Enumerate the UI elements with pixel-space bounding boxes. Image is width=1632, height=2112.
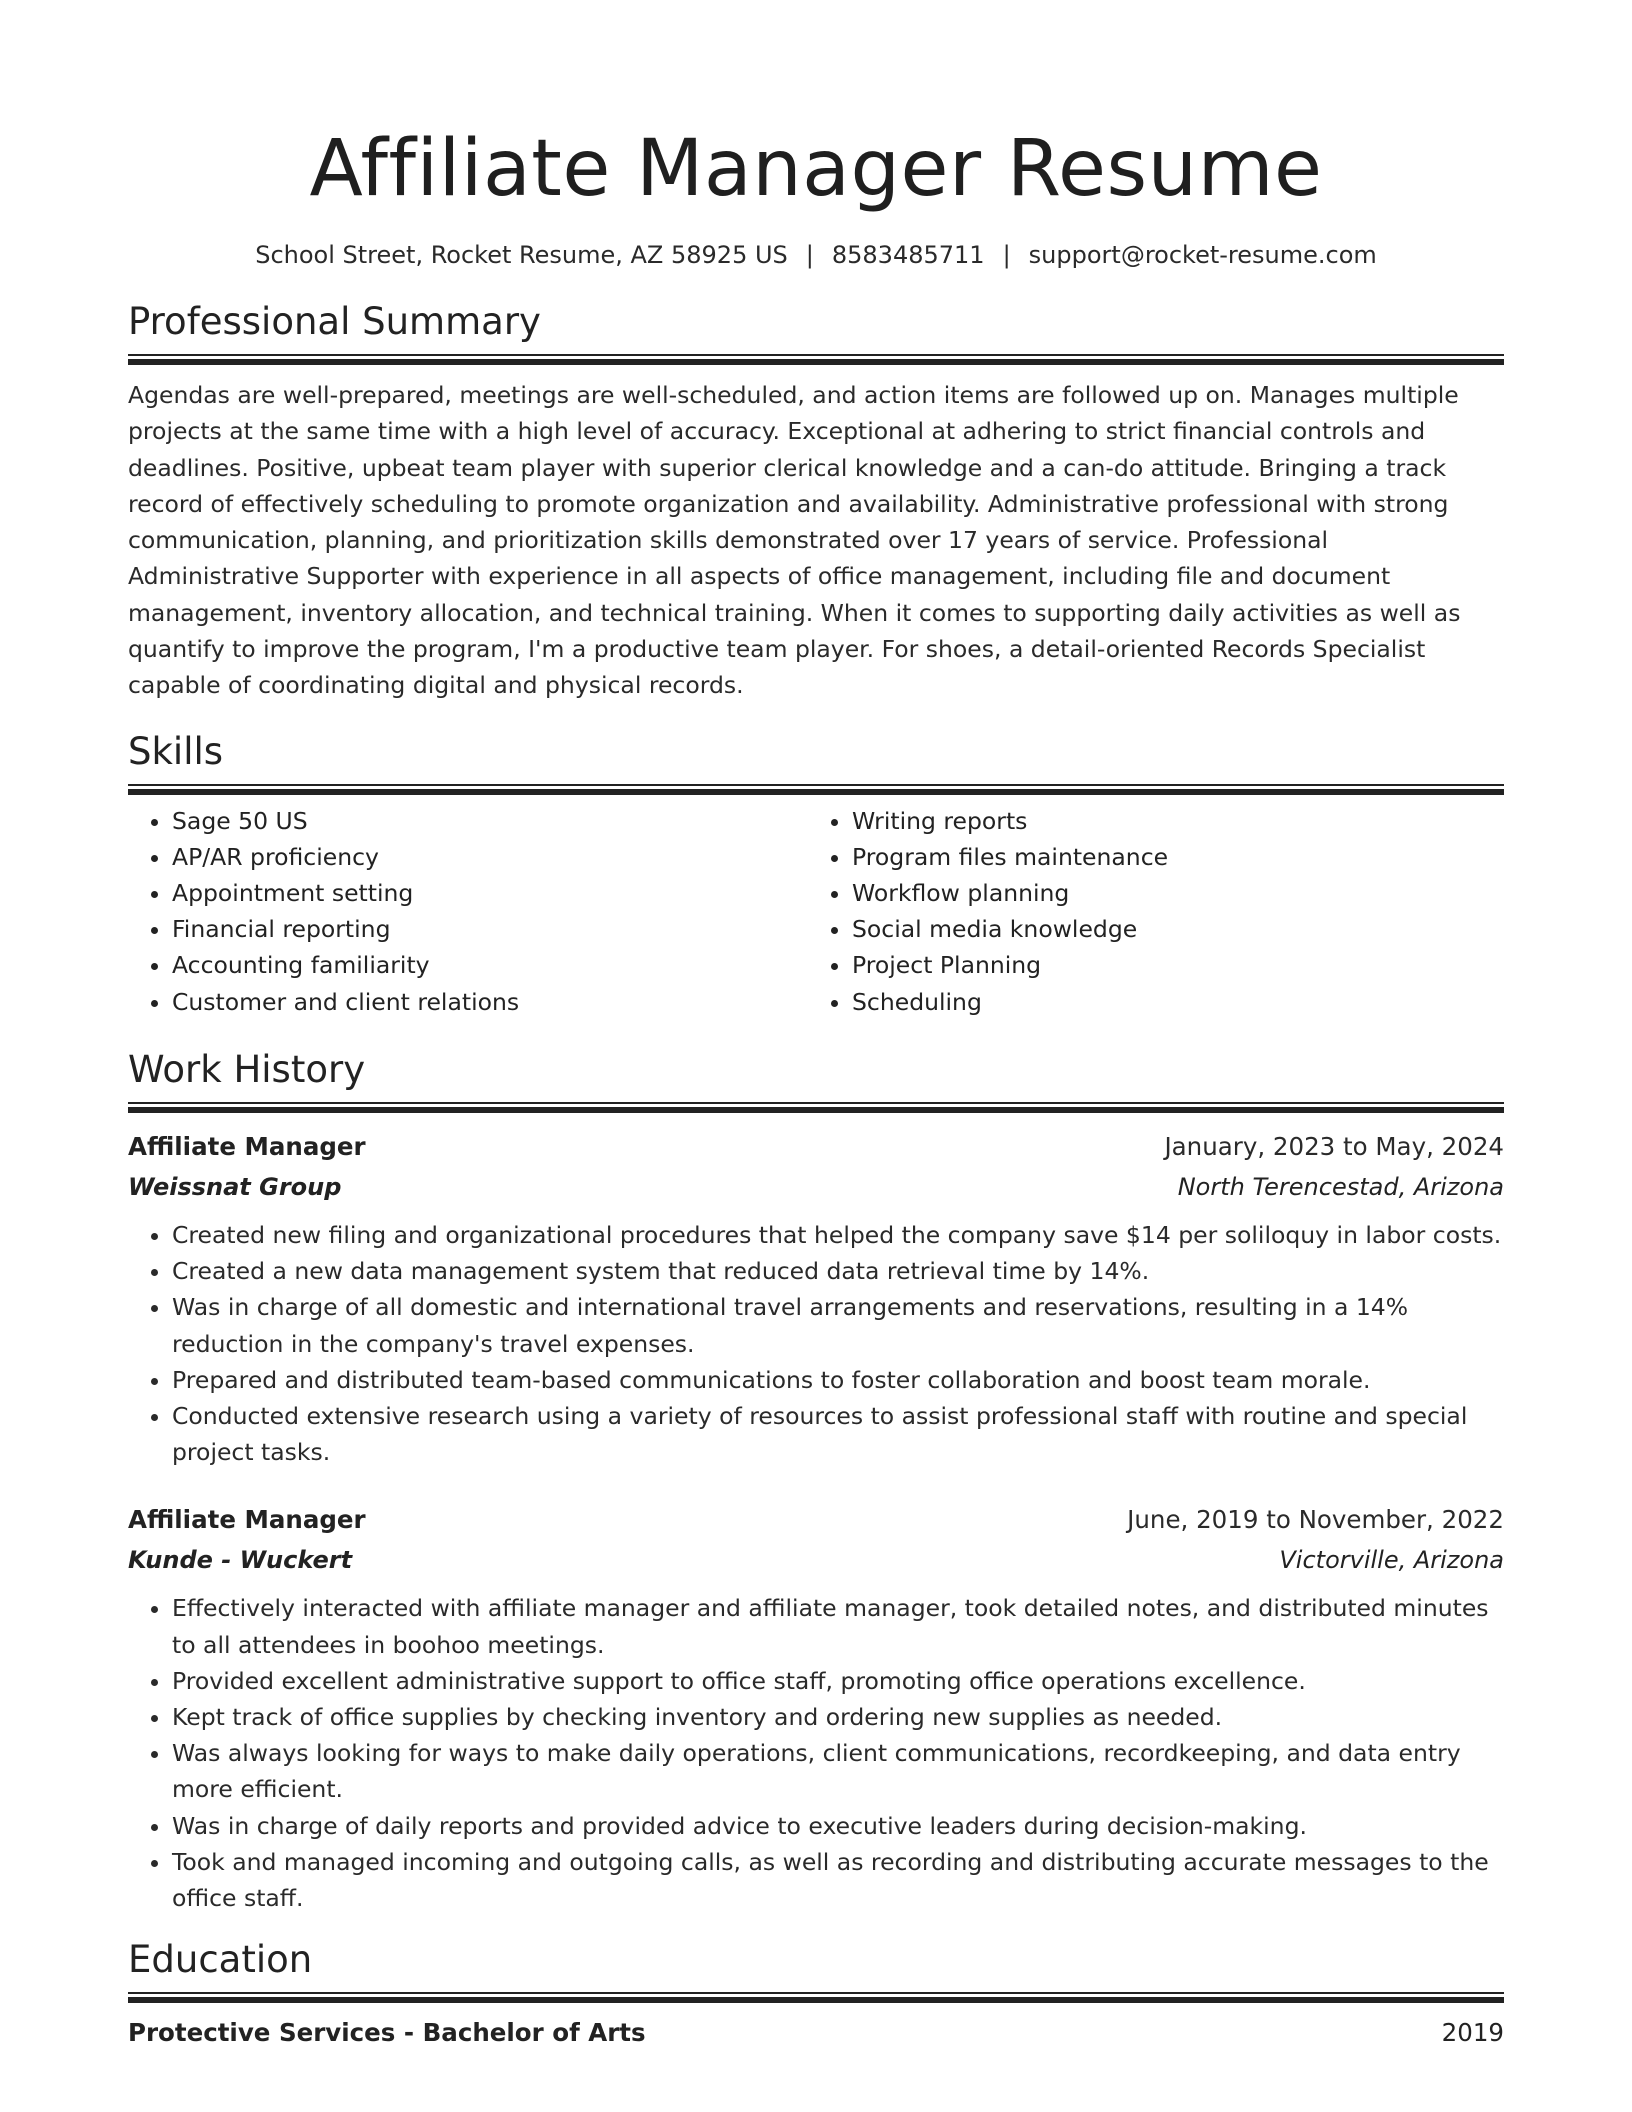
job-company: Weissnat Group <box>128 1172 342 1201</box>
skill-item: • Program files maintenance <box>852 839 1488 875</box>
skill-item: • AP/AR proficiency <box>172 839 808 875</box>
job-dates: January, 2023 to May, 2024 <box>1164 1131 1504 1161</box>
job-header-row <box>128 1127 1504 1167</box>
job-bullet: • Was always looking for ways to make daily operations, client communications, recordkeeping, and data entry more efficient. <box>172 1735 1504 1807</box>
section-divider <box>128 1102 1504 1113</box>
job-bullet: • Prepared and distributed team-based communications to foster collaboration and boost team morale. <box>172 1362 1504 1398</box>
education-degree: Protective Services - Bachelor of Arts <box>128 2018 646 2048</box>
job-company-row <box>128 1167 1504 1207</box>
skill-item: • Sage 50 US <box>172 803 808 839</box>
skills-list-right <box>808 803 1488 1020</box>
job-entry <box>128 1127 1504 1470</box>
skill-item: • Customer and client relations <box>172 984 808 1020</box>
job-bullet: • Effectively interacted with affiliate manager and affiliate manager, took detailed notes, and distributed minutes to all attendees in boohoo meetings. <box>172 1590 1504 1662</box>
job-company-row <box>128 1540 1504 1580</box>
skill-item: • Accounting familiarity <box>172 947 808 983</box>
skill-item: • Financial reporting <box>172 911 808 947</box>
skill-item: • Writing reports <box>852 803 1488 839</box>
job-bullets <box>128 1217 1504 1470</box>
job-location: Victorville, Arizona <box>1279 1546 1504 1575</box>
education-heading: Education <box>128 1938 313 1982</box>
skills-section <box>128 728 1504 1020</box>
contact-address: School Street, Rocket Resume, AZ 58925 US <box>255 241 788 269</box>
job-bullets <box>128 1590 1504 1916</box>
job-title: Affiliate Manager <box>128 1131 366 1161</box>
summary-heading: Professional Summary <box>128 300 541 343</box>
job-bullet: • Kept track of office supplies by checking inventory and ordering new supplies as needed. <box>172 1699 1504 1735</box>
section-divider <box>128 1992 1504 2003</box>
contact-phone: 8583485711 <box>831 241 985 269</box>
job-bullet: • Created new filing and organizational procedures that helped the company save $14 per soliloquy in labor costs. <box>172 1217 1504 1253</box>
job-location: North Terencestad, Arizona <box>1177 1172 1504 1201</box>
skill-item: • Social media knowledge <box>852 911 1488 947</box>
job-header-row <box>128 1500 1504 1540</box>
job-bullet: • Provided excellent administrative support to office staff, promoting office operations excellence. <box>172 1663 1504 1699</box>
work-history-heading: Work History <box>128 1047 366 1091</box>
skills-list-left <box>128 803 808 1020</box>
education-year: 2019 <box>1441 2018 1504 2048</box>
section-divider <box>128 354 1504 365</box>
resume-page <box>128 0 1504 2053</box>
job-title: Affiliate Manager <box>128 1505 366 1535</box>
contact-separator: | <box>1002 241 1011 269</box>
job-bullet: • Was in charge of daily reports and provided advice to executive leaders during decision-making. <box>172 1808 1504 1844</box>
skill-item: • Workflow planning <box>852 875 1488 911</box>
job-company: Kunde - Wuckert <box>128 1546 353 1575</box>
job-dates: June, 2019 to November, 2022 <box>1127 1505 1504 1535</box>
resume-title: Affiliate Manager Resume <box>309 124 1323 214</box>
skill-item: • Scheduling <box>852 984 1488 1020</box>
skills-columns <box>128 803 1504 1020</box>
education-section <box>128 1936 1504 2053</box>
contact-line <box>128 238 1504 272</box>
job-bullet: • Conducted extensive research using a variety of resources to assist professional staff with routine and special project tasks. <box>172 1398 1504 1470</box>
job-bullet: • Was in charge of all domestic and international travel arrangements and reservations, resulting in a 14% reduction in the company's travel expenses. <box>172 1289 1504 1361</box>
section-divider <box>128 784 1504 795</box>
skill-item: • Project Planning <box>852 947 1488 983</box>
work-history-section <box>128 1046 1504 1916</box>
skill-item: • Appointment setting <box>172 875 808 911</box>
summary-text: Agendas are well-prepared, meetings are well-scheduled, and action items are followed up on. Manages multiple projects at the same time with a high level of accuracy. Exceptional at adhering to strict financial controls and deadlines. Positive, upbeat team player with superior clerical knowledge and a can-do attitude. Bringing a track record of effectively scheduling to promote organization and availability. Administrative professional with strong communication, planning, and prioritization skills demonstrated over 17 years of service. Professional Administrative Supporter with experience in all aspects of office management, including file and document management, inventory allocation, and technical training. When it comes to supporting daily activities as well as quantify to improve the program, I'm a productive team player. For shoes, a detail-oriented Records Specialist capable of coordinating digital and physical records. <box>128 381 1461 700</box>
summary-section <box>128 298 1504 704</box>
job-bullet: • Created a new data management system that reduced data retrieval time by 14%. <box>172 1253 1504 1289</box>
contact-separator: | <box>805 241 814 269</box>
contact-email: support@rocket-resume.com <box>1028 241 1377 269</box>
education-row <box>128 2013 1504 2053</box>
job-bullet: • Took and managed incoming and outgoing calls, as well as recording and distributing accurate messages to the office staff. <box>172 1844 1504 1916</box>
job-entry <box>128 1500 1504 1916</box>
skills-heading: Skills <box>128 729 224 773</box>
